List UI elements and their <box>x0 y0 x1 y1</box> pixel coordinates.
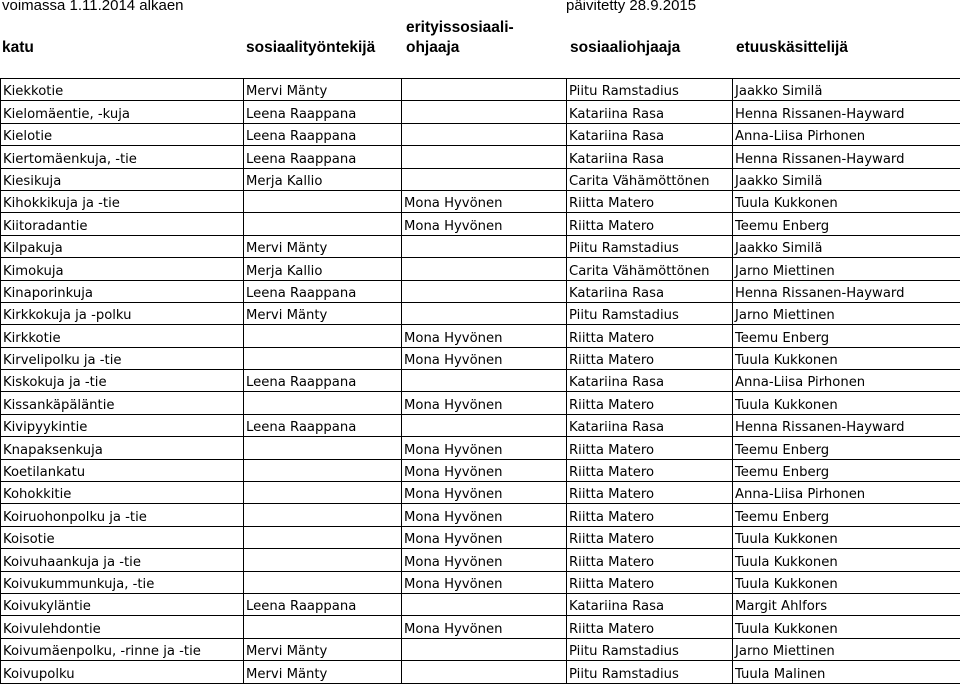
table-row <box>1 302 960 324</box>
social-worker-cell <box>244 459 402 481</box>
social-counselor-cell: Riitta Matero <box>567 347 733 369</box>
street-cell: Koiruohonpolku ja -tie <box>1 504 244 526</box>
social-worker-cell: Leena Raappana <box>244 123 402 145</box>
table-row <box>1 370 960 392</box>
social-counselor-cell: Riitta Matero <box>567 459 733 481</box>
social-worker-cell <box>244 504 402 526</box>
social-counselor-cell: Katariina Rasa <box>567 146 733 168</box>
street-cell: Kinaporinkuja <box>1 280 244 302</box>
special-counselor-cell <box>402 280 567 302</box>
social-counselor-cell: Carita Vähämöttönen <box>567 168 733 190</box>
special-counselor-cell <box>402 638 567 660</box>
street-cell: Koivuhaankuja ja -tie <box>1 549 244 571</box>
table-row <box>1 616 960 638</box>
special-counselor-cell: Mona Hyvönen <box>402 549 567 571</box>
social-counselor-cell: Riitta Matero <box>567 504 733 526</box>
social-counselor-cell: Piitu Ramstadius <box>567 302 733 324</box>
social-worker-cell: Mervi Mänty <box>244 235 402 257</box>
table-row <box>1 123 960 145</box>
social-counselor-cell: Riitta Matero <box>567 549 733 571</box>
social-worker-cell: Leena Raappana <box>244 593 402 615</box>
social-worker-cell: Merja Kallio <box>244 168 402 190</box>
benefit-handler-cell: Jaakko Similä <box>733 235 960 257</box>
column-header-special-counselor-line2: ohjaaja <box>406 39 459 57</box>
special-counselor-cell: Mona Hyvönen <box>402 616 567 638</box>
benefit-handler-cell: Henna Rissanen-Hayward <box>733 280 960 302</box>
social-counselor-cell: Katariina Rasa <box>567 370 733 392</box>
special-counselor-cell: Mona Hyvönen <box>402 190 567 212</box>
social-worker-cell: Merja Kallio <box>244 258 402 280</box>
social-worker-cell <box>244 616 402 638</box>
table-row <box>1 437 960 459</box>
column-header-benefit-handler: etuuskäsittelijä <box>736 39 848 57</box>
table-row <box>1 526 960 548</box>
social-counselor-cell: Riitta Matero <box>567 325 733 347</box>
street-cell: Kiekkotie <box>1 79 244 101</box>
street-cell: Kielomäentie, -kuja <box>1 101 244 123</box>
social-counselor-cell: Riitta Matero <box>567 616 733 638</box>
table-row <box>1 638 960 660</box>
special-counselor-cell <box>402 101 567 123</box>
benefit-handler-cell: Jaakko Similä <box>733 79 960 101</box>
benefit-handler-cell: Henna Rissanen-Hayward <box>733 414 960 436</box>
table-row <box>1 146 960 168</box>
social-counselor-cell: Piitu Ramstadius <box>567 661 733 683</box>
benefit-handler-cell: Henna Rissanen-Hayward <box>733 146 960 168</box>
benefit-handler-cell: Teemu Enberg <box>733 213 960 235</box>
special-counselor-cell: Mona Hyvönen <box>402 392 567 414</box>
social-worker-cell: Leena Raappana <box>244 146 402 168</box>
street-cell: Kohokkitie <box>1 482 244 504</box>
table-row <box>1 347 960 369</box>
social-counselor-cell: Riitta Matero <box>567 437 733 459</box>
social-counselor-cell: Riitta Matero <box>567 392 733 414</box>
street-cell: Kihokkikuja ja -tie <box>1 190 244 212</box>
social-worker-cell: Mervi Mänty <box>244 638 402 660</box>
street-cell: Koivukyläntie <box>1 593 244 615</box>
table-row <box>1 79 960 101</box>
social-counselor-cell: Piitu Ramstadius <box>567 235 733 257</box>
street-cell: Kirkkokuja ja -polku <box>1 302 244 324</box>
benefit-handler-cell: Anna-Liisa Pirhonen <box>733 482 960 504</box>
table-row <box>1 190 960 212</box>
social-worker-cell: Mervi Mänty <box>244 661 402 683</box>
table-row <box>1 258 960 280</box>
benefit-handler-cell: Anna-Liisa Pirhonen <box>733 123 960 145</box>
street-cell: Kiitoradantie <box>1 213 244 235</box>
special-counselor-cell <box>402 370 567 392</box>
social-counselor-cell: Katariina Rasa <box>567 593 733 615</box>
social-worker-cell <box>244 213 402 235</box>
special-counselor-cell <box>402 302 567 324</box>
street-cell: Kivipyykintie <box>1 414 244 436</box>
benefit-handler-cell: Teemu Enberg <box>733 437 960 459</box>
benefit-handler-cell: Jarno Miettinen <box>733 258 960 280</box>
social-worker-cell <box>244 549 402 571</box>
table-row <box>1 168 960 190</box>
special-counselor-cell: Mona Hyvönen <box>402 347 567 369</box>
updated-text: päivitetty 28.9.2015 <box>566 0 696 14</box>
special-counselor-cell: Mona Hyvönen <box>402 325 567 347</box>
street-cell: Kirkkotie <box>1 325 244 347</box>
special-counselor-cell <box>402 123 567 145</box>
social-counselor-cell: Riitta Matero <box>567 482 733 504</box>
special-counselor-cell <box>402 258 567 280</box>
social-counselor-cell: Riitta Matero <box>567 571 733 593</box>
social-worker-cell <box>244 526 402 548</box>
column-header-social-counselor: sosiaaliohjaaja <box>570 39 680 57</box>
column-header-special-counselor-line1: erityissosiaali- <box>406 19 514 37</box>
special-counselor-cell: Mona Hyvönen <box>402 504 567 526</box>
street-cell: Koetilankatu <box>1 459 244 481</box>
social-worker-cell: Leena Raappana <box>244 370 402 392</box>
special-counselor-cell <box>402 661 567 683</box>
special-counselor-cell: Mona Hyvönen <box>402 482 567 504</box>
table-row <box>1 661 960 683</box>
special-counselor-cell <box>402 414 567 436</box>
street-cell: Kielotie <box>1 123 244 145</box>
street-cell: Koivumäenpolku, -rinne ja -tie <box>1 638 244 660</box>
street-cell: Kimokuja <box>1 258 244 280</box>
social-worker-cell <box>244 190 402 212</box>
social-worker-cell: Mervi Mänty <box>244 79 402 101</box>
table-row <box>1 213 960 235</box>
street-cell: Kiskokuja ja -tie <box>1 370 244 392</box>
benefit-handler-cell: Tuula Kukkonen <box>733 549 960 571</box>
street-cell: Koisotie <box>1 526 244 548</box>
special-counselor-cell: Mona Hyvönen <box>402 437 567 459</box>
benefit-handler-cell: Tuula Kukkonen <box>733 526 960 548</box>
benefit-handler-cell: Margit Ahlfors <box>733 593 960 615</box>
street-cell: Kilpakuja <box>1 235 244 257</box>
benefit-handler-cell: Tuula Kukkonen <box>733 616 960 638</box>
valid-from-text: voimassa 1.11.2014 alkaen <box>2 0 184 14</box>
social-counselor-cell: Katariina Rasa <box>567 414 733 436</box>
benefit-handler-cell: Tuula Kukkonen <box>733 392 960 414</box>
special-counselor-cell: Mona Hyvönen <box>402 213 567 235</box>
table-row <box>1 459 960 481</box>
social-worker-cell: Leena Raappana <box>244 280 402 302</box>
table-row <box>1 504 960 526</box>
benefit-handler-cell: Jarno Miettinen <box>733 302 960 324</box>
table-row <box>1 392 960 414</box>
street-cell: Koivukummunkuja, -tie <box>1 571 244 593</box>
benefit-handler-cell: Tuula Kukkonen <box>733 347 960 369</box>
special-counselor-cell <box>402 79 567 101</box>
table-row <box>1 101 960 123</box>
street-cell: Knapaksenkuja <box>1 437 244 459</box>
benefit-handler-cell: Tuula Kukkonen <box>733 190 960 212</box>
social-worker-cell: Mervi Mänty <box>244 302 402 324</box>
social-counselor-cell: Riitta Matero <box>567 526 733 548</box>
street-cell: Kiesikuja <box>1 168 244 190</box>
social-counselor-cell: Riitta Matero <box>567 213 733 235</box>
special-counselor-cell <box>402 146 567 168</box>
special-counselor-cell <box>402 168 567 190</box>
table-row <box>1 482 960 504</box>
social-counselor-cell: Piitu Ramstadius <box>567 638 733 660</box>
social-counselor-cell: Katariina Rasa <box>567 280 733 302</box>
special-counselor-cell: Mona Hyvönen <box>402 571 567 593</box>
column-header-social-worker: sosiaalityöntekijä <box>246 39 375 57</box>
street-cell: Kissankäpäläntie <box>1 392 244 414</box>
social-worker-cell <box>244 392 402 414</box>
social-counselor-cell: Katariina Rasa <box>567 101 733 123</box>
table-row <box>1 325 960 347</box>
benefit-handler-cell: Jaakko Similä <box>733 168 960 190</box>
special-counselor-cell: Mona Hyvönen <box>402 526 567 548</box>
column-header-street: katu <box>2 39 34 57</box>
table-row <box>1 414 960 436</box>
social-counselor-cell: Piitu Ramstadius <box>567 79 733 101</box>
table-row <box>1 571 960 593</box>
street-cell: Koivupolku <box>1 661 244 683</box>
social-worker-cell <box>244 325 402 347</box>
benefit-handler-cell: Anna-Liisa Pirhonen <box>733 370 960 392</box>
benefit-handler-cell: Teemu Enberg <box>733 325 960 347</box>
special-counselor-cell <box>402 235 567 257</box>
street-cell: Koivulehdontie <box>1 616 244 638</box>
benefit-handler-cell: Henna Rissanen-Hayward <box>733 101 960 123</box>
special-counselor-cell: Mona Hyvönen <box>402 459 567 481</box>
social-worker-cell: Leena Raappana <box>244 414 402 436</box>
benefit-handler-cell: Tuula Kukkonen <box>733 571 960 593</box>
social-worker-cell <box>244 347 402 369</box>
benefit-handler-cell: Teemu Enberg <box>733 504 960 526</box>
table-row <box>1 593 960 615</box>
benefit-handler-cell: Tuula Malinen <box>733 661 960 683</box>
special-counselor-cell <box>402 593 567 615</box>
social-worker-cell: Leena Raappana <box>244 101 402 123</box>
street-cell: Kiertomäenkuja, -tie <box>1 146 244 168</box>
table-row <box>1 235 960 257</box>
social-counselor-cell: Carita Vähämöttönen <box>567 258 733 280</box>
street-cell: Kirvelipolku ja -tie <box>1 347 244 369</box>
social-worker-cell <box>244 571 402 593</box>
social-counselor-cell: Riitta Matero <box>567 190 733 212</box>
table-row <box>1 280 960 302</box>
benefit-handler-cell: Teemu Enberg <box>733 459 960 481</box>
social-counselor-cell: Katariina Rasa <box>567 123 733 145</box>
table-row <box>1 549 960 571</box>
benefit-handler-cell: Jarno Miettinen <box>733 638 960 660</box>
social-worker-cell <box>244 437 402 459</box>
street-assignment-table <box>0 78 960 684</box>
social-worker-cell <box>244 482 402 504</box>
